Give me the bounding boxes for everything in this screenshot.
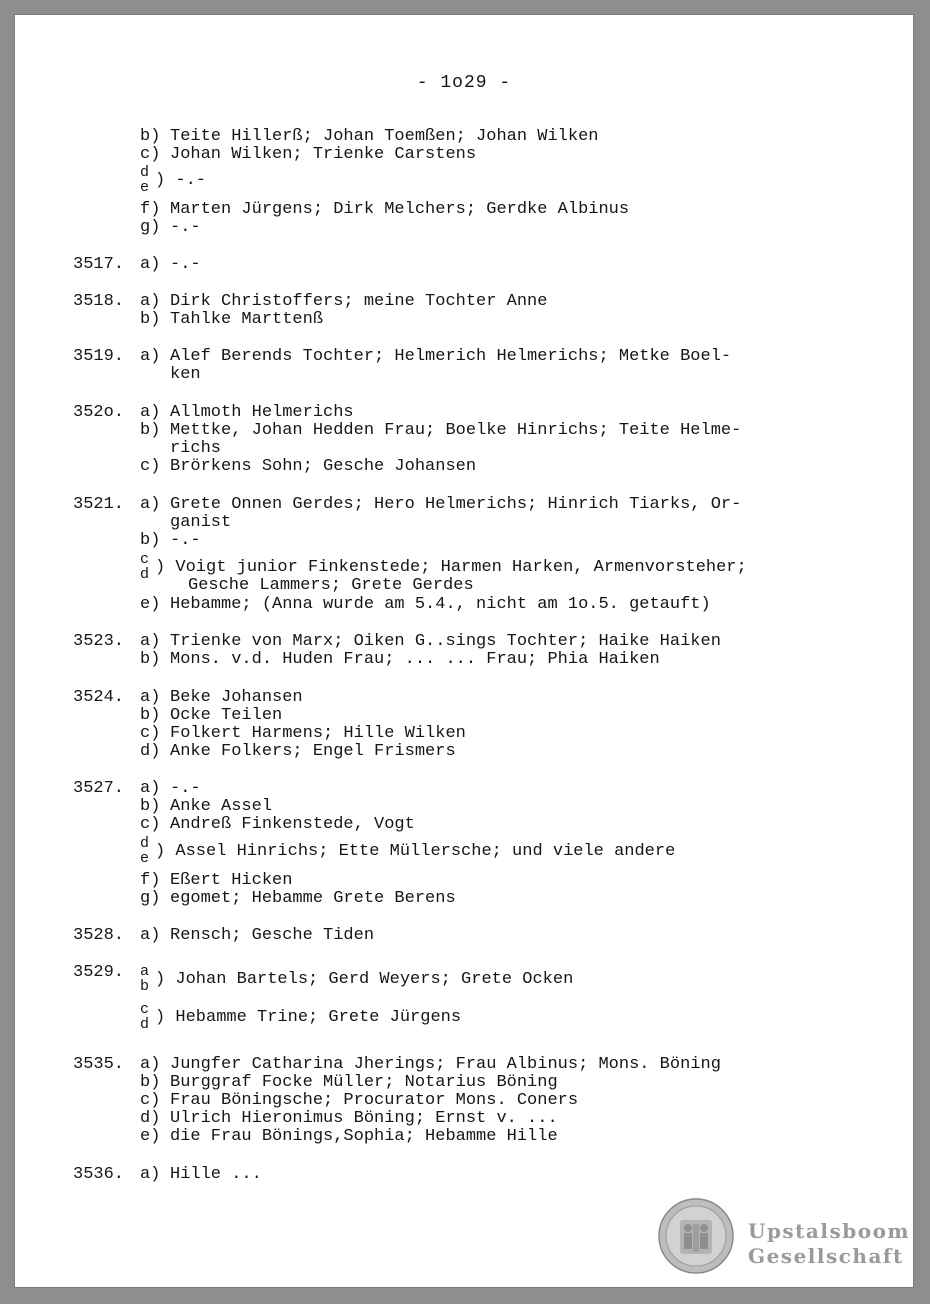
entry-line: a) Rensch; Gesche Tiden xyxy=(140,926,375,945)
society-name-line1: Upstalsboom xyxy=(748,1219,911,1243)
society-seal-icon xyxy=(658,1198,734,1274)
document-page: - 1o29 - b) Teite Hillerß; Johan Toemßen; Johan Wilken c) Johan Wilken; Trienke Carstens d e ) -.- f) Marten Jürgens; Dirk Melchers; Gerdke Albinus g) -.- 3517. a) -.- 3518. a) Dirk Christoffers; meine Tochter Anne b) Tahlke Marttenß 3519. a) Alef Berends Tochter; Helmerich Helmerichs; Metke Boel- ken 352o. a) Allmoth Helmerichs b) Mettke, Johan Hedden Frau; Boelke Hinrichs; Teite Helme- richs c) Brörkens Sohn; Gesche Johansen 3521. a) Grete Onnen Gerdes; Hero Helmerichs; Hinrich Tiarks, Or- ganist b) -.- c d ) Voigt junior Finkenstede; Harmen Harken, Armenvorsteher; Gesche Lammers; Grete Gerdes e) Hebamme; (Anna wurde am 5.4., nicht am 1o.5. getauft) 3523. a) Trienke von Marx; Oiken G..sings Tochter; Haike Haiken b) Mons. v.d. Huden Frau; ... ... Frau; Phia Haiken 3524. a) Beke Johansen b) Ocke Teilen c) Folkert Harmens; Hille Wilken d) Anke Folkers; Engel Frismers 3527. a) -.- b) Anke Assel c) Andreß Finkenstede, Vogt d e ) Assel Hinrichs; Ette Müllersche; und viele andere f) Eßert Hicken g) egomet; Hebamme Grete Berens 3528. a) Rensch; Gesche Tiden 3529. a b ) Johan Bartels; Gerd Weyers; Grete Ocken c d ) Hebamme Trine; Grete Jürgens 3535. a) Jungfer Catharina Jherings; Frau Albinus; Mons. Böning b) Burggraf Focke Müller; Notarius Böning c) Frau Böningsche; Procurator Mons. Coners d) Ulrich Hieronimus Böning; Ernst v. ... e) die Frau Bönings,Sophia; Hebamme Hille 3536. a) Hille ... Upstalsboom Gesellschaft xyxy=(15,15,913,1287)
entry-number: 3518. xyxy=(73,292,125,311)
entry-line: b) Mettke, Johan Hedden Frau; Boelke Hinrichs; Teite Helme- xyxy=(140,421,742,440)
entry-line: c) Andreß Finkenstede, Vogt xyxy=(140,815,415,834)
entry-line: b) -.- xyxy=(140,531,201,550)
entry-number: 3527. xyxy=(73,779,125,798)
entry-line: d) Ulrich Hieronimus Böning; Ernst v. ... xyxy=(140,1109,558,1128)
entry-number: 3524. xyxy=(73,688,125,707)
entry-line: a) -.- xyxy=(140,779,201,798)
entry-number: 3519. xyxy=(73,347,125,366)
entry-line: b) Burggraf Focke Müller; Notarius Böning xyxy=(140,1073,558,1092)
entry-number: 3535. xyxy=(73,1055,125,1074)
entry-line: g) -.- xyxy=(140,218,201,237)
entry-line: f) Eßert Hicken xyxy=(140,871,293,890)
entry-line: b) Tahlke Marttenß xyxy=(140,310,324,329)
entry-line: b) Teite Hillerß; Johan Toemßen; Johan Wilken xyxy=(140,127,599,146)
entry-number: 3529. xyxy=(73,963,125,982)
entry-line: g) egomet; Hebamme Grete Berens xyxy=(140,889,456,908)
entry-line: a) Beke Johansen xyxy=(140,688,303,707)
entry-line: a) Hille ... xyxy=(140,1165,262,1184)
entry-line: c) Brörkens Sohn; Gesche Johansen xyxy=(140,457,477,476)
entry-line: e) die Frau Bönings,Sophia; Hebamme Hille xyxy=(140,1127,558,1146)
entry-line: a) Grete Onnen Gerdes; Hero Helmerichs; Hinrich Tiarks, Or- xyxy=(140,495,742,514)
entry-line: richs xyxy=(170,439,222,458)
entry-line: ganist xyxy=(170,513,232,532)
entry-line: a) Allmoth Helmerichs xyxy=(140,403,354,422)
entry-number: 3523. xyxy=(73,632,125,651)
entry-line: a) Jungfer Catharina Jherings; Frau Albinus; Mons. Böning xyxy=(140,1055,721,1074)
society-name-line2: Gesellschaft xyxy=(748,1244,904,1268)
entry-line: a) Alef Berends Tochter; Helmerich Helmerichs; Metke Boel- xyxy=(140,347,732,366)
entry-line: a) Trienke von Marx; Oiken G..sings Tochter; Haike Haiken xyxy=(140,632,721,651)
entry-line: d) Anke Folkers; Engel Frismers xyxy=(140,742,456,761)
entry-line: c) Frau Böningsche; Procurator Mons. Coners xyxy=(140,1091,579,1110)
entry-line: ken xyxy=(170,365,201,384)
entry-number: 3517. xyxy=(73,255,125,274)
entry-line: b) Ocke Teilen xyxy=(140,706,283,725)
entry-line: b) Anke Assel xyxy=(140,797,273,816)
entry-line: f) Marten Jürgens; Dirk Melchers; Gerdke Albinus xyxy=(140,200,630,219)
entry-line: a) -.- xyxy=(140,255,201,274)
entry-number: 3536. xyxy=(73,1165,125,1184)
entry-number: 3521. xyxy=(73,495,125,514)
entry-line: a) Dirk Christoffers; meine Tochter Anne xyxy=(140,292,548,311)
page-number: - 1o29 - xyxy=(416,73,512,93)
entry-number: 352o. xyxy=(73,403,125,422)
entry-line: c) Johan Wilken; Trienke Carstens xyxy=(140,145,477,164)
entry-line: e) Hebamme; (Anna wurde am 5.4., nicht am 1o.5. getauft) xyxy=(140,595,711,614)
entry-line: c) Folkert Harmens; Hille Wilken xyxy=(140,724,466,743)
entry-number: 3528. xyxy=(73,926,125,945)
entry-line: b) Mons. v.d. Huden Frau; ... ... Frau; Phia Haiken xyxy=(140,650,660,669)
